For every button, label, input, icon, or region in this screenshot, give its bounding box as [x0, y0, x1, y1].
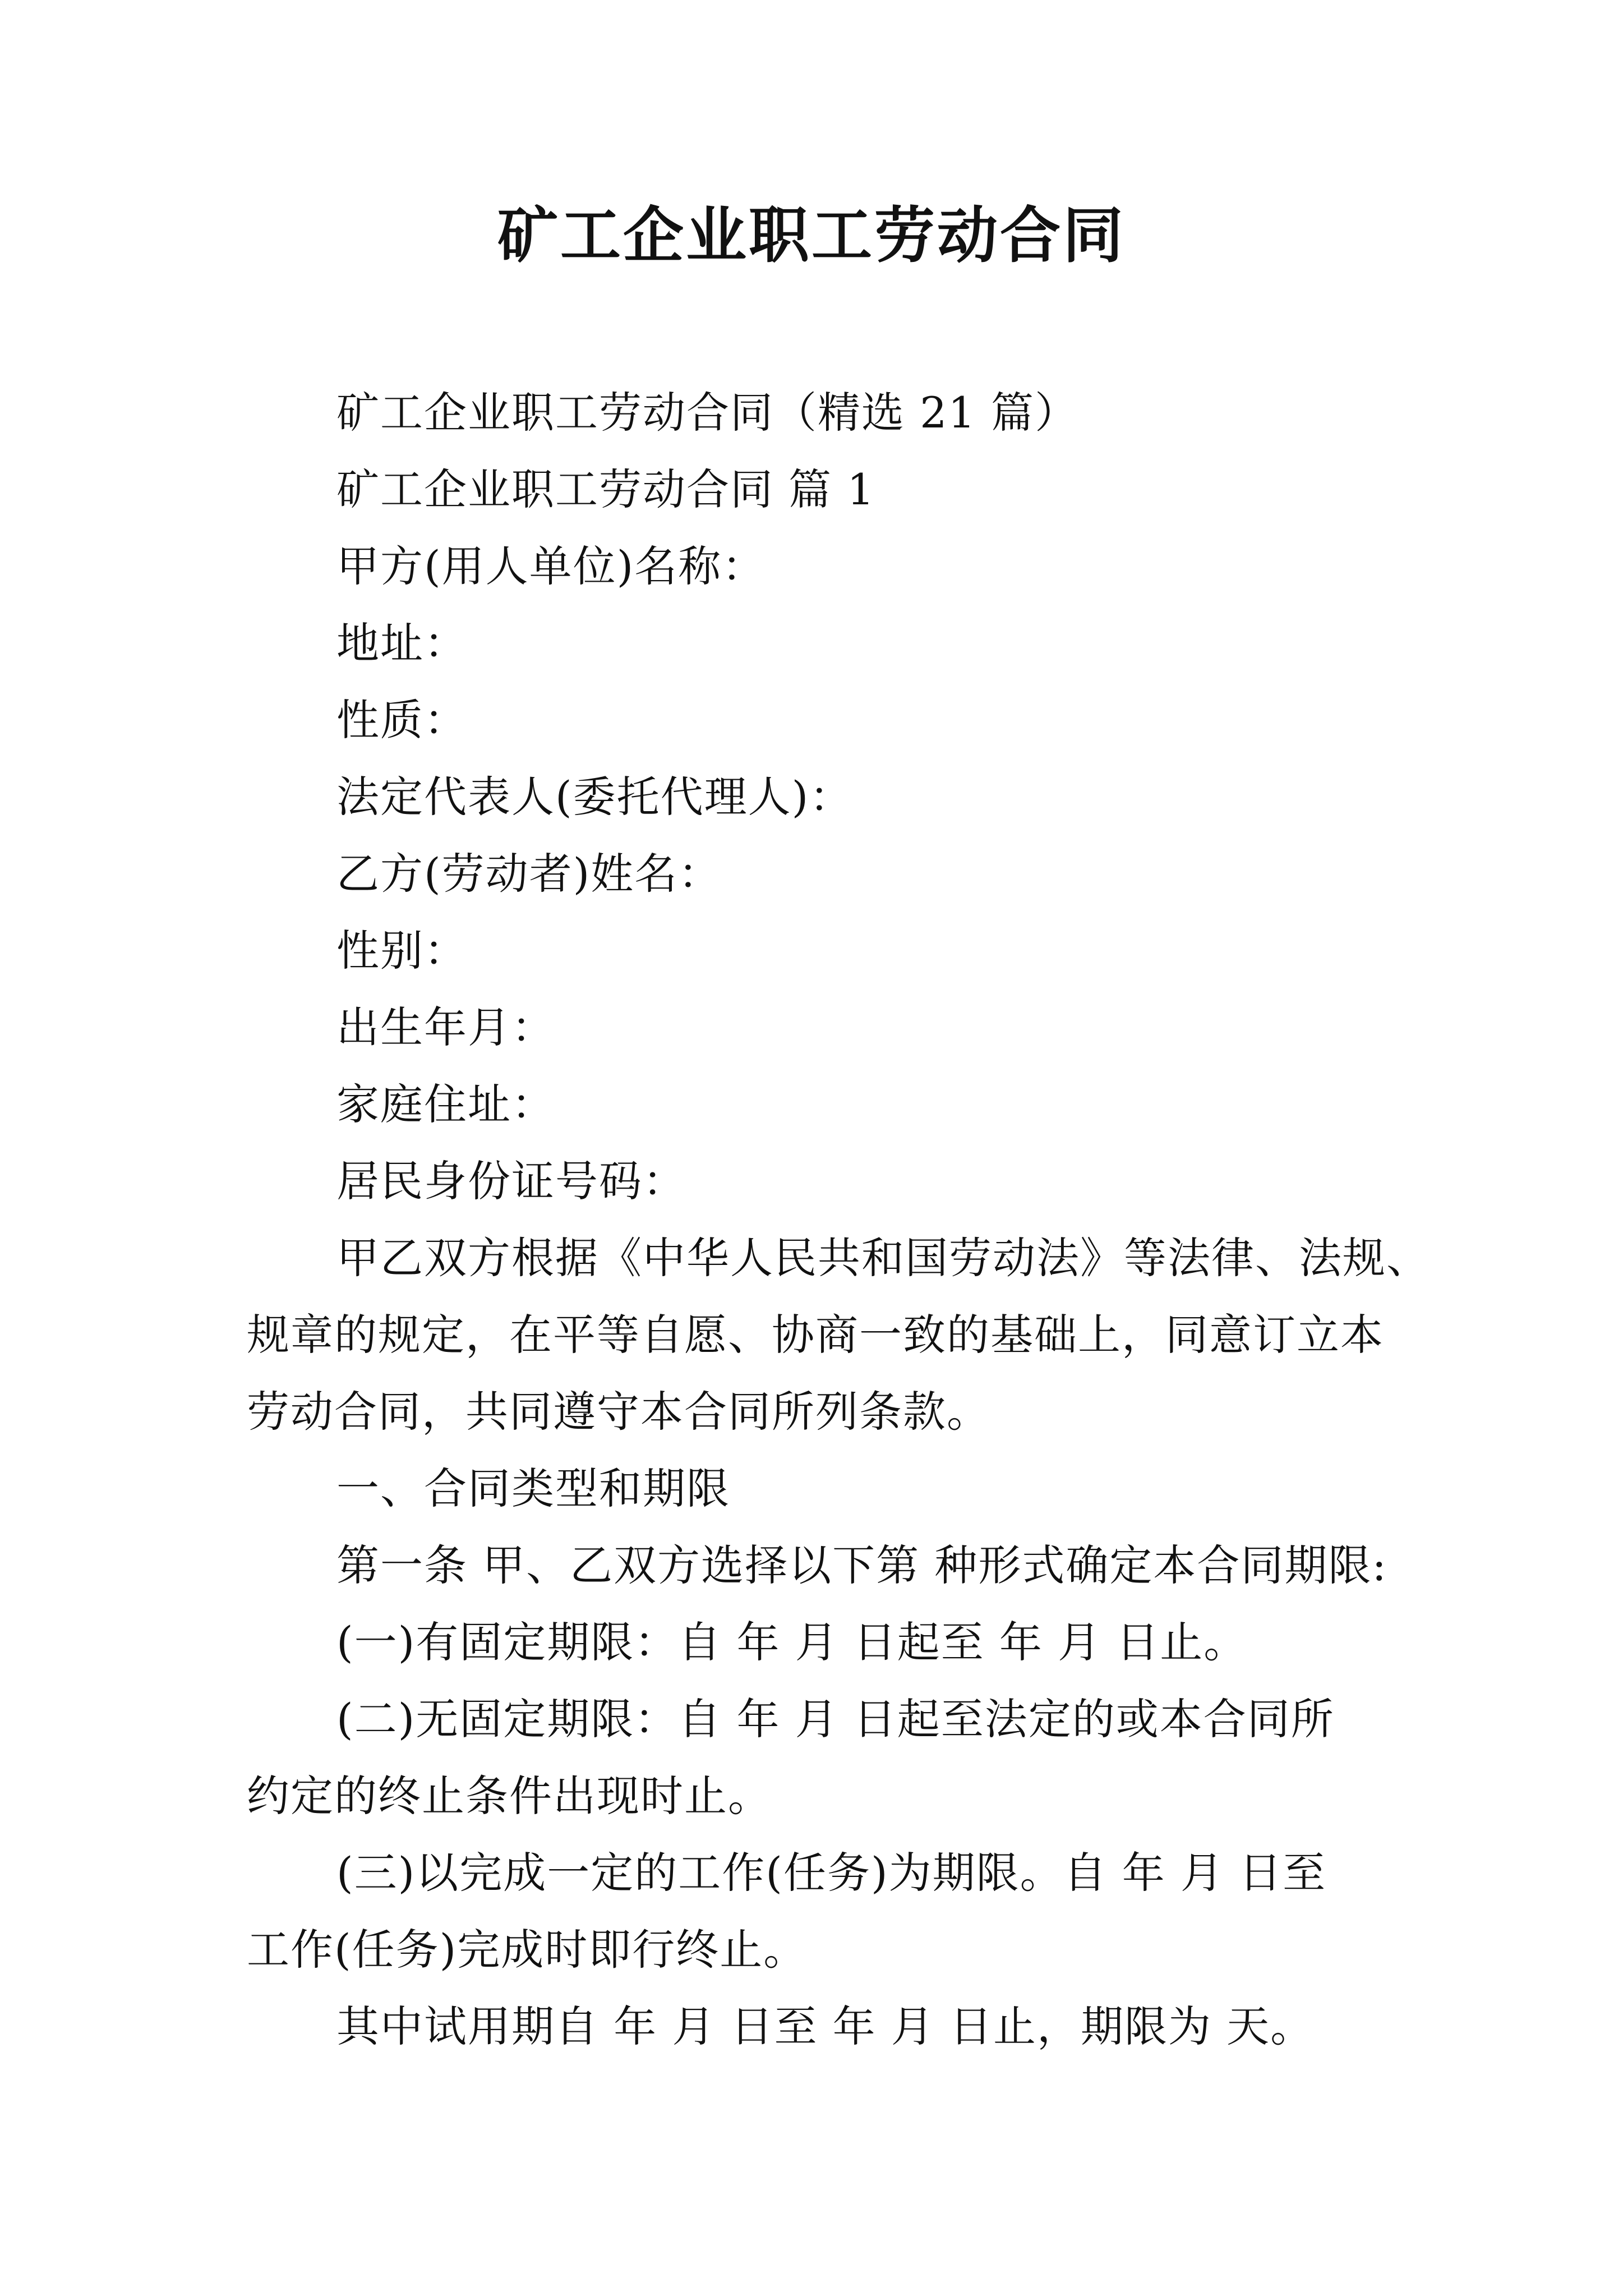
field-legal-representative: 法定代表人(委托代理人)： — [336, 772, 854, 822]
paragraph-line: 甲乙双方根据《中华人民共和国劳动法》等法律、法规、 — [336, 1233, 1430, 1283]
clause-line: 工作(任务)完成时即行终止。 — [247, 1925, 808, 1975]
field-address: 地址： — [336, 618, 468, 668]
field-nature: 性质： — [336, 695, 468, 745]
field-employer-name: 甲方(用人单位)名称： — [336, 541, 766, 591]
clause-line: (三)以完成一定的工作(任务)为期限。自 年 月 日至 — [336, 1848, 1327, 1898]
section-heading: 矿工企业职工劳动合同 篇 1 — [336, 464, 875, 514]
field-id-number: 居民身份证号码： — [336, 1156, 686, 1206]
paragraph-line: 规章的规定，在平等自愿、协商一致的基础上，同意订立本 — [247, 1310, 1384, 1360]
clause-line: 其中试用期自 年 月 日至 年 月 日止，期限为 天。 — [336, 2001, 1315, 2051]
clause-line: (一)有固定期限：自 年 月 日起至 年 月 日止。 — [336, 1617, 1248, 1667]
field-gender: 性别： — [336, 926, 468, 976]
field-employee-name: 乙方(劳动者)姓名： — [336, 849, 722, 899]
document-body — [247, 374, 1430, 2065]
clause-line: 第一条 甲、乙双方选择以下第 种形式确定本合同期限: — [336, 1540, 1387, 1590]
document-title: 矿工企业职工劳动合同 — [497, 200, 1126, 271]
clause-line: 约定的终止条件出现时止。 — [247, 1771, 772, 1821]
field-home-address: 家庭住址： — [336, 1079, 555, 1129]
clause-line: (二)无固定期限：自 年 月 日起至法定的或本合同所 — [336, 1694, 1335, 1744]
subtitle-line: 矿工企业职工劳动合同（精选 21 篇） — [336, 388, 1079, 438]
field-birth-date: 出生年月： — [336, 1002, 555, 1052]
clause-heading: 一、合同类型和期限 — [336, 1464, 730, 1513]
paragraph-line: 劳动合同，共同遵守本合同所列条款。 — [247, 1387, 990, 1437]
